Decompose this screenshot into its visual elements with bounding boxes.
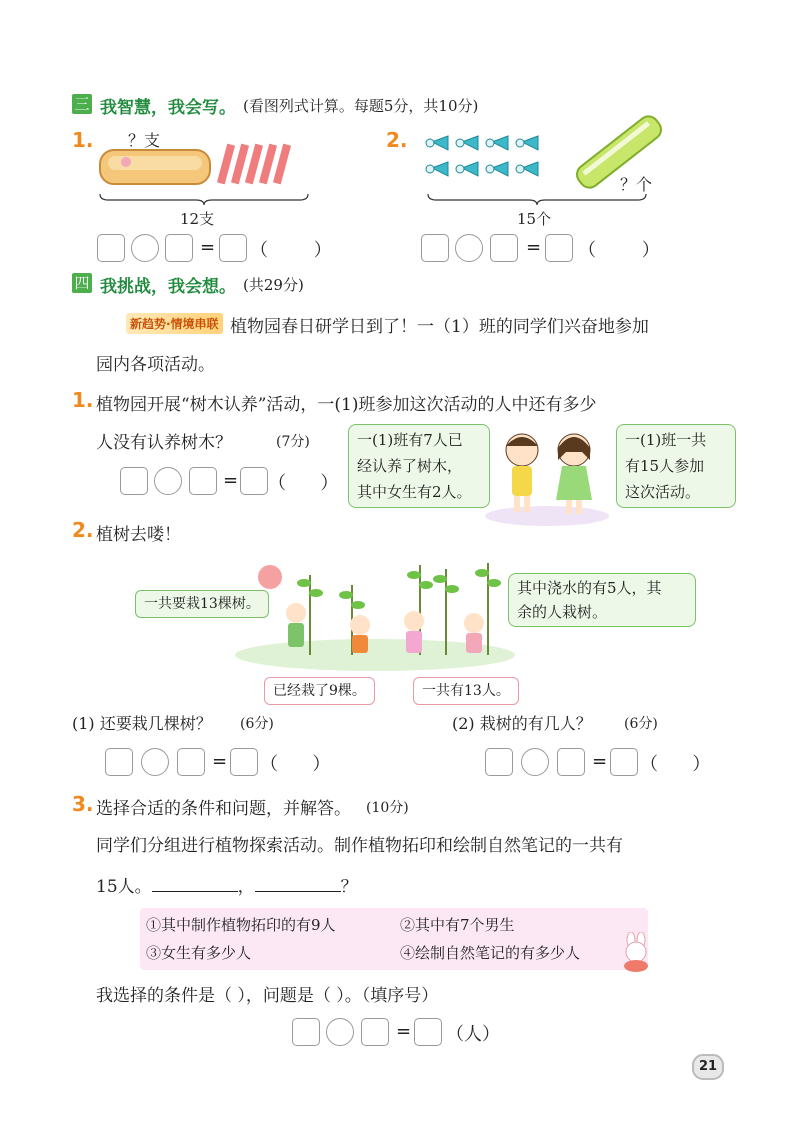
answer-box[interactable] [120, 467, 148, 495]
equals-sign: = [526, 237, 542, 258]
pencils-icon [217, 144, 291, 185]
question-title: 选择合适的条件和问题，并解答。 [96, 799, 351, 819]
choice-item: ③女生有多少人 [146, 944, 252, 962]
trend-tag: 新趋势·情境串联 [126, 313, 223, 334]
choice-item: ②其中有7个男生 [400, 916, 515, 934]
intro-text: 园内各项活动。 [96, 355, 215, 375]
choice-item: ①其中制作植物拓印的有9人 [146, 916, 336, 934]
total-brace [426, 192, 648, 206]
answer-box[interactable] [361, 1018, 389, 1046]
answer-box[interactable] [414, 1018, 442, 1046]
blank-question[interactable] [255, 873, 341, 892]
unit-parentheses[interactable]: （ ） [578, 240, 660, 261]
score-label: (6分) [240, 716, 274, 732]
answer-box[interactable] [610, 748, 638, 776]
answer-box[interactable] [490, 234, 518, 262]
question-number: 1. [72, 388, 94, 412]
unit-label: （人） [446, 1024, 500, 1045]
sub-question: (2) 栽树的有几人？ [452, 714, 592, 733]
question-number: 1. [72, 128, 94, 152]
answer-box[interactable] [230, 748, 258, 776]
section-title: 我智慧，我会写。 [100, 98, 236, 118]
operator-circle[interactable] [154, 467, 182, 495]
answer-box[interactable] [219, 234, 247, 262]
equals-sign: = [223, 470, 239, 491]
equals-sign: = [200, 237, 216, 258]
section-note: (共29分) [243, 276, 304, 294]
children-illustration [482, 420, 612, 526]
answer-box[interactable] [105, 748, 133, 776]
score-label: (6分) [624, 716, 658, 732]
page-number: 21 [692, 1054, 724, 1080]
section-badge: 三 [72, 94, 92, 114]
total-brace [98, 192, 310, 206]
question-mark: ？ [340, 877, 358, 897]
sub-question: (1) 还要栽几棵树？ [72, 714, 212, 733]
answer-line: 我选择的条件是（ ），问题是（ ）。（填序号） [96, 986, 439, 1006]
answer-box[interactable] [189, 467, 217, 495]
comma: ， [237, 877, 255, 897]
question-text: 植物园开展“树木认养”活动，一(1)班参加这次活动的人中还有多少 [96, 395, 597, 415]
speech-bubble-c: 已经栽了9棵。 [264, 677, 375, 705]
answer-box[interactable] [97, 234, 125, 262]
unknown-label: ？个 [620, 175, 653, 194]
question-number: 3. [72, 792, 94, 816]
speech-bubble-right: 一(1)班一共 有15人参加 这次活动。 [616, 424, 736, 508]
choices-box [140, 908, 648, 970]
given-total: 15人。 [96, 877, 152, 897]
answer-box[interactable] [240, 467, 268, 495]
question-text: 人没有认养树木？ [96, 433, 232, 453]
speech-bubble-a: 一共要栽13棵树。 [135, 590, 269, 618]
score-label: (7分) [276, 434, 310, 450]
operator-circle[interactable] [141, 748, 169, 776]
answer-box[interactable] [421, 234, 449, 262]
answer-box[interactable] [545, 234, 573, 262]
question-number: 2. [386, 128, 408, 152]
unit-parentheses[interactable]: （ ） [250, 240, 332, 261]
section-badge: 四 [72, 273, 92, 293]
blank-condition[interactable] [152, 873, 238, 892]
answer-box[interactable] [557, 748, 585, 776]
tree-planting-illustration [230, 555, 520, 675]
section-note: (看图列式计算。每题5分，共10分) [243, 97, 479, 115]
pencil-case-illustration [98, 140, 304, 190]
unit-parentheses[interactable]: （ ） [260, 754, 331, 775]
speech-bubble-d: 一共有13人。 [413, 677, 519, 705]
intro-text: 植物园春日研学日到了！一（1）班的同学们兴奋地参加 [230, 317, 649, 337]
bunny-icon [616, 932, 656, 972]
equals-sign: = [396, 1021, 412, 1042]
answer-box[interactable] [177, 748, 205, 776]
unit-parentheses[interactable]: （ ） [268, 473, 339, 494]
speech-bubble-left: 一(1)班有7人已 经认养了树木， 其中女生有2人。 [348, 424, 490, 508]
answer-box[interactable] [485, 748, 513, 776]
operator-circle[interactable] [131, 234, 159, 262]
unit-parentheses[interactable]: （ ） [640, 754, 711, 775]
answer-box[interactable] [292, 1018, 320, 1046]
operator-circle[interactable] [521, 748, 549, 776]
choice-item: ④绘制自然笔记的有多少人 [400, 944, 581, 962]
total-label: 15个 [517, 210, 552, 228]
shuttlecocks-illustration [424, 130, 564, 188]
operator-circle[interactable] [326, 1018, 354, 1046]
speech-bubble-b: 其中浇水的有5人，其 余的人栽树。 [508, 573, 696, 627]
operator-circle[interactable] [455, 234, 483, 262]
total-label: 12支 [180, 210, 215, 228]
question-text [96, 872, 358, 897]
equals-sign: = [212, 751, 228, 772]
question-number: 2. [72, 518, 94, 542]
score-label: (10分) [366, 800, 409, 816]
section-title: 我挑战，我会想。 [100, 277, 236, 297]
unknown-label: ？支 [128, 131, 161, 150]
answer-box[interactable] [165, 234, 193, 262]
question-title: 植树去喽！ [96, 525, 181, 545]
equals-sign: = [592, 751, 608, 772]
question-text: 同学们分组进行植物探索活动。制作植物拓印和绘制自然笔记的一共有 [96, 836, 623, 856]
